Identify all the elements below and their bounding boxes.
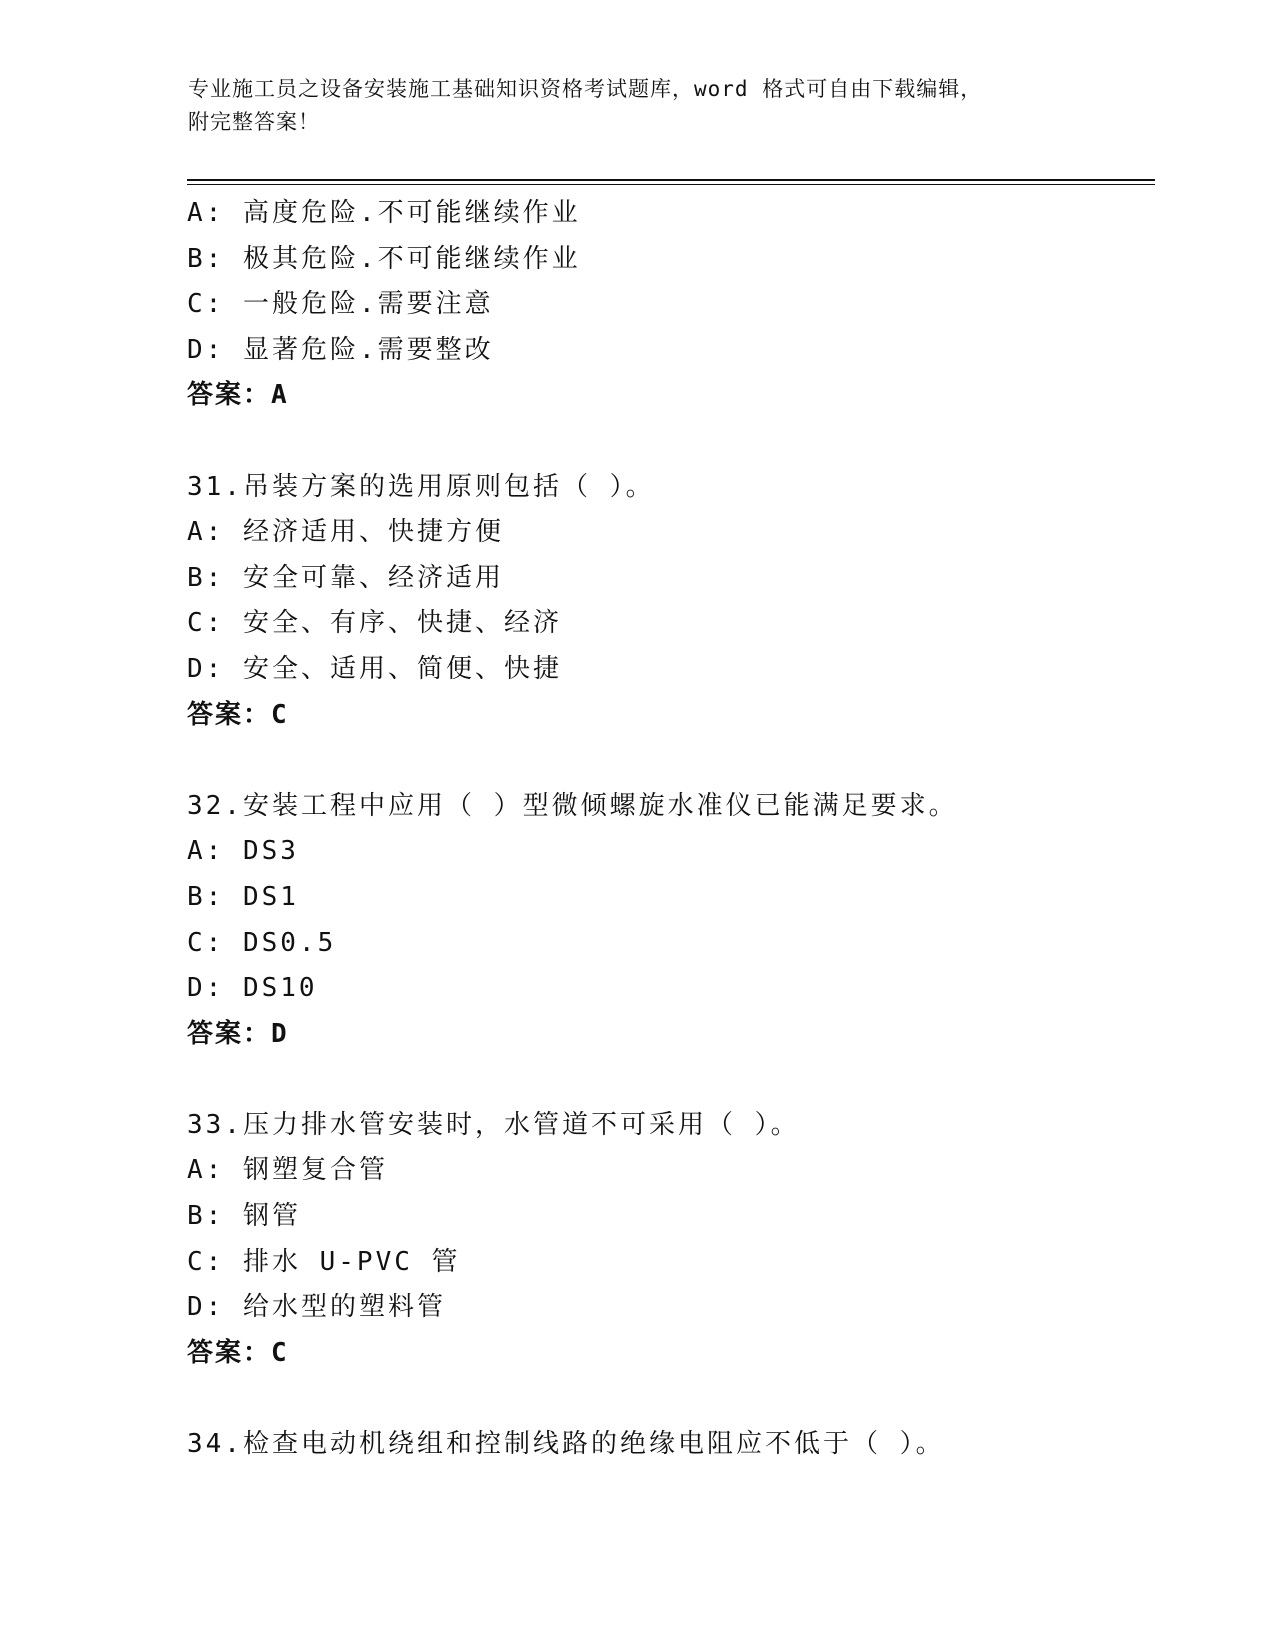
question-list xyxy=(187,191,1167,1468)
spacer xyxy=(187,1057,1167,1103)
option-d: D: 给水型的塑料管 xyxy=(187,1292,446,1323)
question-stem: 33.压力排水管安装时，水管道不可采用（ ）。 xyxy=(187,1109,800,1140)
question-30-continued xyxy=(187,191,1167,419)
question-stem: 31.吊装方案的选用原则包括（ ）。 xyxy=(187,471,655,502)
option-c: C: DS0.5 xyxy=(187,927,337,958)
question-33 xyxy=(187,1103,1167,1377)
header-divider-thick xyxy=(187,179,1155,181)
question-stem: 32.安装工程中应用（ ）型微倾螺旋水准仪已能满足要求。 xyxy=(187,790,958,821)
option-c: C: 排水 U-PVC 管 xyxy=(187,1246,461,1277)
answer-line: 答案：C xyxy=(187,1337,289,1368)
option-b: B: 极其危险.不可能继续作业 xyxy=(187,243,581,274)
spacer xyxy=(187,1376,1167,1422)
question-34 xyxy=(187,1422,1167,1468)
option-a: A: 高度危险.不可能继续作业 xyxy=(187,198,581,228)
header-line-2: 附完整答案！ xyxy=(188,110,320,134)
header-divider-thin xyxy=(187,184,1155,185)
spacer xyxy=(187,419,1167,465)
question-32 xyxy=(187,784,1167,1058)
question-31 xyxy=(187,465,1167,739)
option-d: D: 显著危险.需要整改 xyxy=(187,334,494,365)
option-a: A: 钢塑复合管 xyxy=(187,1155,388,1186)
option-d: D: DS10 xyxy=(187,973,318,1004)
option-b: B: 钢管 xyxy=(187,1201,301,1232)
answer-line: 答案：C xyxy=(187,699,289,730)
option-b: B: DS1 xyxy=(187,881,299,912)
option-a: A: 经济适用、快捷方便 xyxy=(187,517,504,548)
option-d: D: 安全、适用、简便、快捷 xyxy=(187,653,562,684)
spacer xyxy=(187,738,1167,784)
option-c: C: 一般危险.需要注意 xyxy=(187,289,494,320)
answer-line: 答案：D xyxy=(187,1018,289,1049)
document-header xyxy=(188,73,1088,139)
header-line-1: 专业施工员之设备安装施工基础知识资格考试题库，word 格式可自由下载编辑， xyxy=(188,77,983,101)
question-stem: 34.检查电动机绕组和控制线路的绝缘电阻应不低于（ ）。 xyxy=(187,1429,945,1460)
answer-line: 答案：A xyxy=(187,380,289,411)
option-b: B: 安全可靠、经济适用 xyxy=(187,562,504,593)
option-a: A: DS3 xyxy=(187,836,299,867)
option-c: C: 安全、有序、快捷、经济 xyxy=(187,608,562,639)
